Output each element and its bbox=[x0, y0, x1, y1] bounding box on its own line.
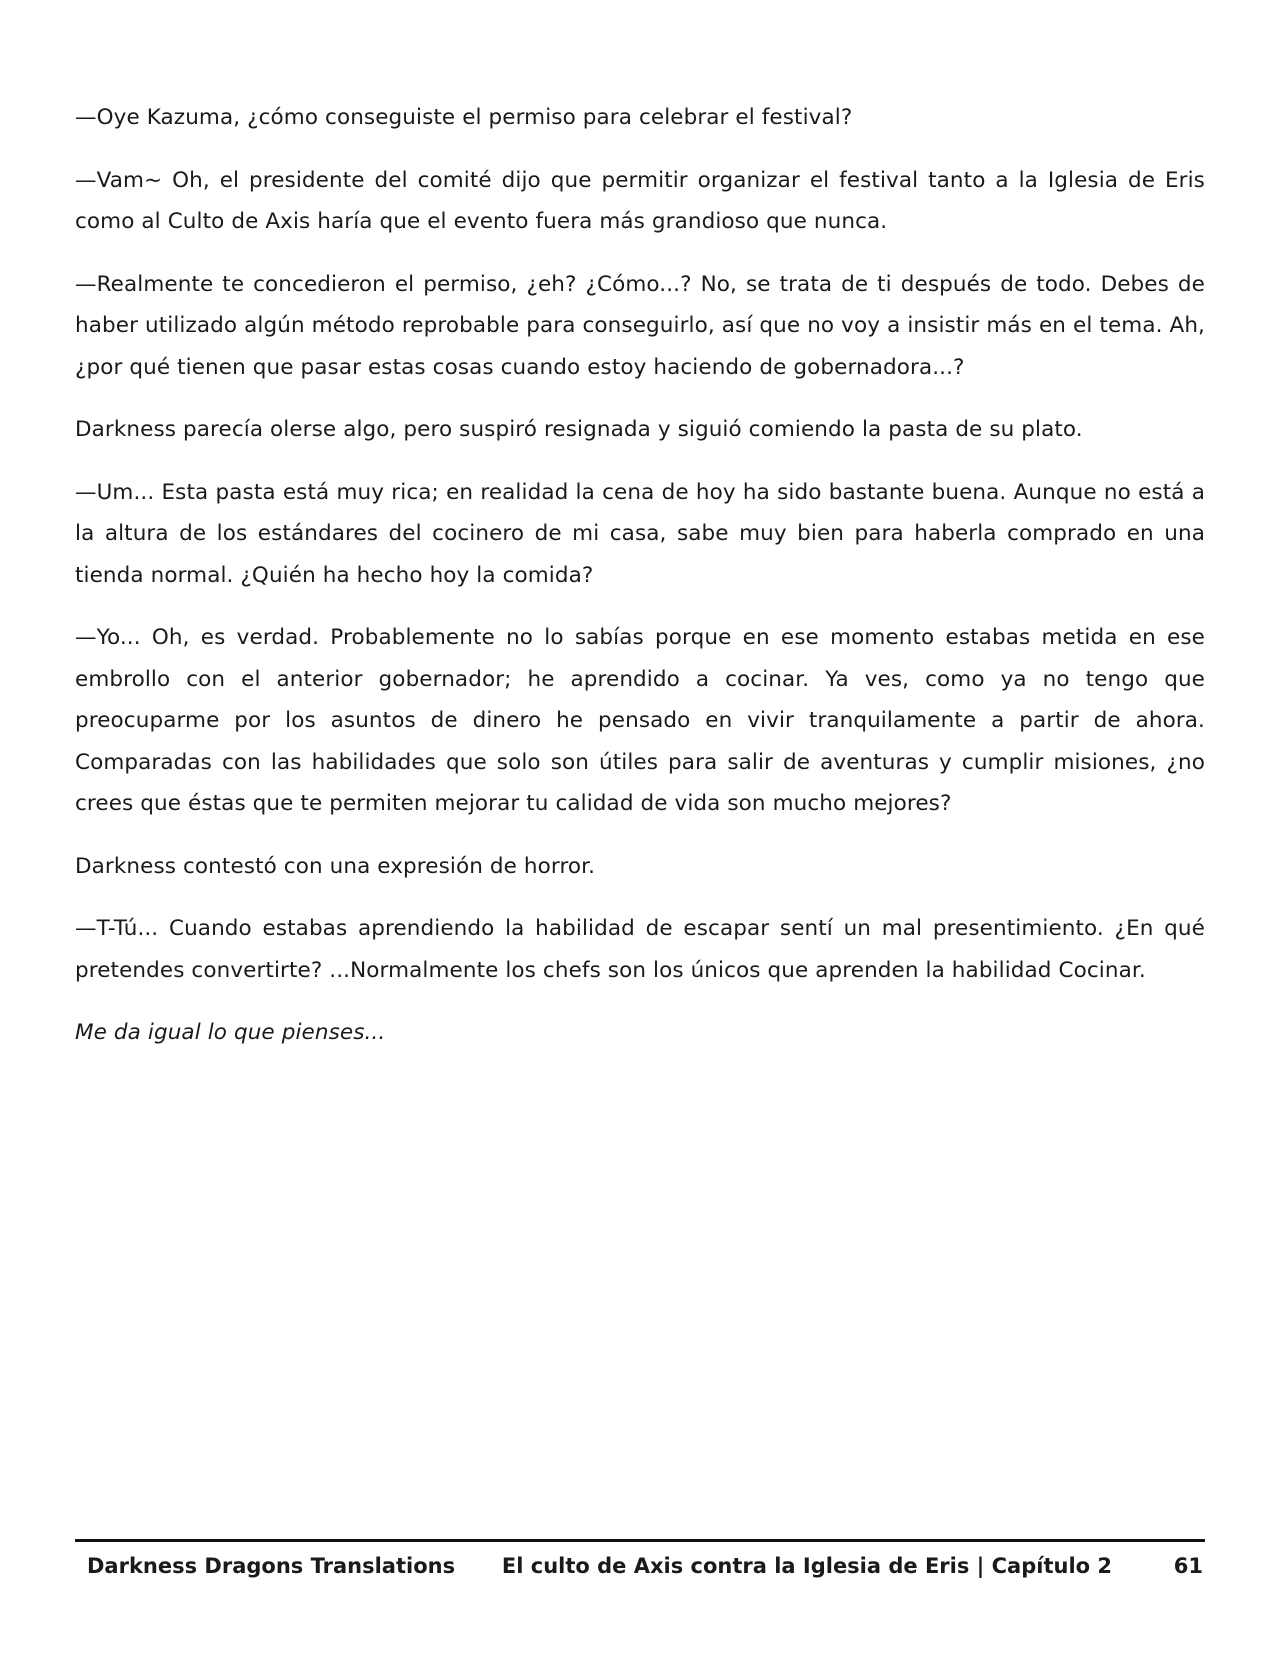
paragraph: —Yo... Oh, es verdad. Probablemente no lo sabías porque en ese momento estabas metida en ese embrollo con el anterior gobernador; he aprendido a cocinar. Ya ves, como ya no tengo que preocuparme por los asuntos de dinero he pensado en vivir tranquilamente a partir de ahora. Comparadas con las habilidades que solo son útiles para salir de aventuras y cumplir misiones, ¿no crees que éstas que te permiten mejorar tu calidad de vida son mucho mejores? bbox=[75, 625, 1205, 816]
footer-page-number: 61 bbox=[1173, 1554, 1203, 1578]
paragraph: Darkness contestó con una expresión de horror. bbox=[75, 853, 596, 879]
paragraph: —Um... Esta pasta está muy rica; en realidad la cena de hoy ha sido bastante buena. Aunque no está a la altura de los estándares del cocinero de mi casa, sabe muy bien para haberla comprado en una tienda normal. ¿Quién ha hecho hoy la comida? bbox=[75, 479, 1205, 588]
page-footer bbox=[75, 1539, 1205, 1592]
footer-chapter-title: El culto de Axis contra la Iglesia de Eris | Capítulo 2 bbox=[501, 1554, 1112, 1578]
page-body bbox=[75, 97, 1205, 1075]
italic-thought-paragraph: Me da igual lo que pienses... bbox=[75, 1020, 386, 1045]
paragraph: —T-Tú... Cuando estabas aprendiendo la habilidad de escapar sentí un mal presentimiento. ¿En qué pretendes convertirte? ...Normalmente los chefs son los únicos que aprenden la habilidad Cocinar. bbox=[75, 916, 1205, 983]
paragraph: —Oye Kazuma, ¿cómo conseguiste el permiso para celebrar el festival? bbox=[75, 105, 853, 130]
paragraph: Darkness parecía olerse algo, pero suspiró resignada y siguió comiendo la pasta de su plato. bbox=[75, 417, 1083, 442]
footer-translator-name: Darkness Dragons Translations bbox=[87, 1554, 456, 1578]
paragraph: —Realmente te concedieron el permiso, ¿eh? ¿Cómo...? No, se trata de ti después de todo. Debes de haber utilizado algún método reprobable para conseguirlo, así que no voy a insistir más en el tema. Ah, ¿por qué tienen que pasar estas cosas cuando estoy haciendo de gobernadora...? bbox=[75, 271, 1205, 380]
paragraph: —Vam~ Oh, el presidente del comité dijo que permitir organizar el festival tanto a la Iglesia de Eris como al Culto de Axis haría que el evento fuera más grandioso que nunca. bbox=[75, 167, 1205, 234]
